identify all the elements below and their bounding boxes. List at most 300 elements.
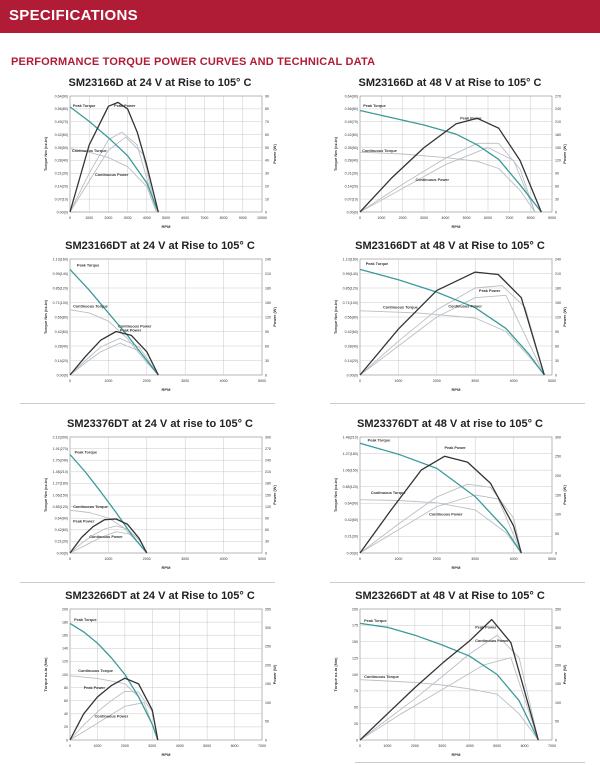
y-tick-label: 1.13(160) (342, 257, 358, 262)
y-tick-label: 50 (354, 705, 358, 710)
chart-sm23376dt-48v (330, 418, 570, 573)
chart-sm23266dt-48v (330, 590, 570, 760)
y2-tick-label: 50 (265, 145, 269, 150)
chart-sm23166d-24v (40, 77, 280, 232)
y-tick-label: 120 (62, 659, 68, 664)
chart-plot (330, 92, 570, 232)
divider (330, 582, 585, 583)
y2-tick-label: 100 (555, 700, 561, 705)
y-tick-label: 0.49(70) (54, 120, 68, 125)
divider (20, 582, 275, 583)
curve-label: Continuous Torque (362, 149, 397, 154)
curve-label: Peak Power (119, 328, 142, 333)
y-tick-label: 0.85(120) (342, 485, 358, 490)
y-tick-label: 0.42(60) (344, 518, 358, 523)
x-tick-label: 3000 (123, 216, 132, 220)
y2-tick-label: 150 (555, 493, 561, 498)
x-tick-label: 3000 (438, 744, 447, 748)
y2-tick-label: 210 (265, 271, 271, 276)
chart-plot (330, 433, 570, 573)
y-tick-label: 0.14(20) (344, 358, 358, 363)
y2-tick-label: 210 (265, 470, 271, 475)
y2-tick-label: 300 (555, 435, 561, 440)
y-tick-label: 0.42(60) (54, 528, 68, 533)
y-tick-label: 0.42(60) (344, 329, 358, 334)
y-tick-label: 1.06(150) (342, 468, 358, 473)
y2-tick-label: 180 (265, 481, 271, 486)
y-tick-label: 175 (352, 623, 358, 628)
y-tick-label: 180 (62, 620, 68, 625)
x-axis-label: RPM (451, 387, 461, 392)
x-tick-label: 7000 (505, 216, 514, 220)
y2-tick-label: 250 (555, 454, 561, 459)
y2-tick-label: 150 (555, 682, 561, 687)
chart-sm23166d-48v (330, 77, 570, 232)
x-tick-label: 4000 (175, 744, 184, 748)
y2-tick-label: 10 (265, 197, 269, 202)
y2-tick-label: 250 (265, 644, 271, 649)
y2-tick-label: 150 (555, 145, 561, 150)
y2-tick-label: 250 (555, 644, 561, 649)
curve-label: Peak Power (460, 116, 482, 121)
y-tick-label: 160 (62, 633, 68, 638)
y-tick-label: 0.99(140) (342, 271, 358, 276)
y2-tick-label: 90 (265, 329, 269, 334)
y2-tick-label: 90 (555, 171, 559, 176)
y2-tick-label: 210 (555, 120, 561, 125)
y2-tick-label: 100 (555, 512, 561, 517)
y2-tick-label: 80 (265, 107, 269, 112)
y-tick-label: 0.35(50) (54, 145, 68, 150)
y-tick-label: 0.42(60) (344, 132, 358, 137)
peak-power-curve (360, 620, 538, 741)
curve-label: Peak Power (73, 519, 95, 524)
y-tick-label: 0.71(100) (52, 300, 68, 305)
y2-tick-label: 120 (265, 315, 271, 320)
y2-tick-label: 300 (265, 435, 271, 440)
x-tick-label: 4000 (509, 557, 518, 561)
curve-label: Peak Torque (364, 619, 387, 624)
y2-tick-label: 210 (555, 271, 561, 276)
y-tick-label: 0.00(0) (56, 551, 68, 556)
y-axis-label: Torque oz-in (Nm) (43, 657, 48, 692)
y2-tick-label: 180 (555, 286, 561, 291)
curve-label: Continuous Power (118, 324, 152, 329)
y2-tick-label: 300 (555, 626, 561, 631)
y-tick-label: 1.06(150) (52, 493, 68, 498)
curve-label: Peak Torque (367, 438, 391, 443)
x-tick-label: 5000 (162, 216, 170, 220)
x-tick-label: 4000 (142, 216, 151, 220)
x-tick-label: 0 (69, 216, 71, 220)
continuous-torque-curve (360, 680, 538, 740)
x-tick-label: 5000 (462, 216, 471, 220)
y2-tick-label: 150 (265, 682, 271, 687)
continuous-power-curve (70, 338, 158, 375)
y2-tick-label: 180 (265, 286, 271, 291)
y-tick-label: 0.28(40) (344, 344, 358, 349)
chart-title: SM23376DT at 48 V at rise to 105° C (357, 418, 543, 430)
curve-label: Continuous Power (89, 535, 123, 540)
chart-plot (330, 605, 570, 760)
y-axis-label: Torque Nm (oz-in) (43, 300, 48, 334)
chart-plot (40, 433, 280, 573)
divider (355, 762, 585, 763)
y2-tick-label: 0 (555, 210, 557, 215)
y-tick-label: 0.42(60) (54, 132, 68, 137)
x-tick-label: 2000 (104, 216, 113, 220)
y2-tick-label: 0 (555, 373, 557, 378)
x-tick-label: 0 (359, 744, 361, 748)
x-axis-label: RPM (161, 224, 171, 229)
x-axis-label: RPM (451, 565, 461, 570)
y2-tick-label: 150 (555, 300, 561, 305)
continuous-torque-curve (70, 149, 156, 212)
y2-tick-label: 50 (555, 531, 559, 536)
x-tick-label: 3000 (181, 379, 190, 383)
y2-tick-label: 150 (265, 300, 271, 305)
chart-title: SM23166D at 48 V at Rise to 105° C (358, 77, 542, 89)
y2-tick-label: 60 (265, 132, 269, 137)
y2-axis-label: Power (W) (562, 485, 567, 505)
y-tick-label: 0.14(20) (54, 358, 68, 363)
y2-axis-label: Power (W) (272, 485, 277, 505)
y-tick-label: 0.64(90) (54, 516, 68, 521)
y-tick-label: 0.64(90) (344, 501, 358, 506)
curve-label: Peak Torque (76, 263, 100, 268)
x-axis-label: RPM (451, 224, 461, 229)
divider (330, 403, 585, 404)
y-tick-label: 2.12(300) (52, 435, 68, 440)
continuous-power-curve (360, 635, 538, 740)
x-tick-label: 3000 (148, 744, 157, 748)
x-tick-label: 4000 (219, 379, 228, 383)
y-tick-label: 0.85(120) (52, 504, 68, 509)
x-tick-label: 4000 (219, 557, 228, 561)
y-tick-label: 1.91(270) (52, 446, 68, 451)
curve-label: Continuous Torque (78, 668, 113, 673)
y2-tick-label: 0 (555, 551, 557, 556)
y2-tick-label: 200 (555, 473, 561, 478)
curve-label: Peak Power (475, 625, 497, 630)
x-tick-label: 6000 (230, 744, 239, 748)
y-axis-label: Torque Nm (oz-in) (333, 478, 338, 512)
chart-sm23376dt-24v (40, 418, 280, 573)
x-tick-label: 2000 (432, 557, 441, 561)
chart-plot (330, 255, 570, 395)
x-tick-label: 2000 (398, 216, 407, 220)
y-tick-label: 125 (352, 656, 358, 661)
y-tick-label: 0.56(80) (344, 315, 358, 320)
y2-tick-label: 20 (265, 184, 269, 189)
y2-tick-label: 200 (265, 663, 271, 668)
y-tick-label: 0.07(10) (54, 197, 68, 202)
x-tick-label: 6000 (520, 744, 529, 748)
chart-title: SM23166D at 24 V at Rise to 105° C (68, 77, 252, 89)
y-tick-label: 0.21(30) (344, 171, 358, 176)
y2-tick-label: 150 (265, 493, 271, 498)
chart-title: SM23166DT at 48 V at Rise to 105° C (355, 240, 545, 252)
curve-label: Peak Torque (74, 450, 98, 455)
x-tick-label: 2000 (142, 379, 151, 383)
y2-tick-label: 50 (265, 719, 269, 724)
chart-sm23166dt-24v (40, 240, 280, 395)
y2-tick-label: 0 (265, 738, 267, 743)
y-tick-label: 0.28(40) (54, 158, 68, 163)
reference-curve (360, 658, 538, 740)
curve-label: Continuous Power (94, 172, 129, 177)
y-tick-label: 100 (62, 672, 68, 677)
y2-tick-label: 240 (555, 107, 561, 112)
peak-power-curve (360, 272, 544, 375)
y2-tick-label: 270 (555, 94, 561, 99)
y-tick-label: 0.00(0) (56, 373, 68, 378)
y-tick-label: 25 (354, 721, 358, 726)
y-tick-label: 0.00(0) (346, 373, 358, 378)
chart-title: SM23266DT at 48 V at Rise to 105° C (355, 590, 545, 602)
x-tick-label: 1000 (93, 744, 102, 748)
y2-tick-label: 120 (555, 315, 561, 320)
y-tick-label: 0.28(40) (54, 344, 68, 349)
x-tick-label: 0 (359, 216, 361, 220)
y-tick-label: 0.85(120) (342, 286, 358, 291)
y2-tick-label: 120 (265, 504, 271, 509)
y-tick-label: 75 (354, 689, 358, 694)
x-tick-label: 7000 (548, 744, 556, 748)
y2-tick-label: 100 (265, 700, 271, 705)
y2-tick-label: 60 (265, 344, 269, 349)
curve-label: Peak Torque (363, 103, 386, 108)
y2-axis-label: Power (W) (562, 144, 567, 164)
curve-label: Continuous Power (429, 512, 463, 517)
y2-axis-label: Power (W) (562, 664, 567, 685)
x-tick-label: 5000 (548, 557, 556, 561)
y2-tick-label: 30 (265, 358, 269, 363)
y2-tick-label: 30 (555, 197, 559, 202)
y-tick-label: 0.64(90) (54, 94, 68, 99)
curve-label: Peak Torque (365, 262, 389, 267)
x-tick-label: 5000 (203, 744, 212, 748)
y-tick-label: 0.21(30) (54, 539, 68, 544)
y-tick-label: 0.42(60) (54, 329, 68, 334)
y-tick-label: 140 (62, 646, 68, 651)
y-tick-label: 1.27(180) (52, 481, 68, 486)
x-tick-label: 6000 (181, 216, 190, 220)
x-tick-label: 0 (69, 744, 71, 748)
x-tick-label: 3000 (420, 216, 428, 220)
y-tick-label: 0.49(70) (344, 120, 358, 125)
curve-label: Peak Power (83, 685, 106, 690)
y2-tick-label: 0 (265, 551, 267, 556)
y2-tick-label: 240 (555, 257, 561, 262)
x-tick-label: 8000 (219, 216, 228, 220)
y-axis-label: Torque Nm (oz-in) (43, 137, 48, 171)
y-tick-label: 200 (62, 607, 68, 612)
x-tick-label: 7000 (200, 216, 209, 220)
y-axis-label: Torque Nm (oz-in) (333, 137, 338, 171)
y2-tick-label: 180 (555, 132, 561, 137)
y-tick-label: 0 (66, 738, 68, 743)
y-axis-label: Torque Nm (oz-in) (43, 478, 48, 512)
y-tick-label: 1.13(160) (52, 257, 68, 262)
x-tick-label: 0 (69, 379, 71, 383)
x-tick-label: 2000 (120, 744, 129, 748)
y2-axis-label: Power (W) (272, 664, 277, 685)
x-tick-label: 3000 (471, 557, 480, 561)
x-tick-label: 1000 (377, 216, 386, 220)
section-header (0, 0, 600, 33)
curve-label: Peak Power (479, 289, 501, 294)
peak-torque-curve (360, 269, 544, 375)
curve-label: Peak Torque (72, 103, 96, 108)
x-tick-label: 1000 (104, 557, 113, 561)
x-tick-label: 4000 (465, 744, 474, 748)
y-tick-label: 1.48(210) (342, 435, 358, 440)
y-tick-label: 0.00(0) (346, 551, 358, 556)
x-tick-label: 1000 (85, 216, 94, 220)
x-tick-label: 0 (69, 557, 71, 561)
y2-tick-label: 270 (265, 446, 271, 451)
y-tick-label: 40 (64, 712, 68, 717)
y2-tick-label: 40 (265, 158, 269, 163)
x-tick-label: 7000 (258, 744, 266, 748)
x-tick-label: 1000 (383, 744, 392, 748)
chart-sm23266dt-24v (40, 590, 280, 760)
peak-power-curve (70, 332, 158, 376)
chart-title: SM23376DT at 24 V at rise to 105° C (67, 418, 253, 430)
y-tick-label: 100 (352, 672, 358, 677)
x-tick-label: 1000 (394, 379, 403, 383)
y2-tick-label: 240 (265, 458, 271, 463)
x-tick-label: 10000 (257, 216, 267, 220)
y-tick-label: 1.27(180) (342, 451, 358, 456)
y-tick-label: 80 (64, 685, 68, 690)
x-tick-label: 2000 (410, 744, 419, 748)
x-tick-label: 4000 (441, 216, 450, 220)
x-tick-label: 3000 (181, 557, 190, 561)
x-tick-label: 0 (359, 379, 361, 383)
y-axis-label: Torque Nm (oz-in) (333, 300, 338, 334)
x-tick-label: 8000 (526, 216, 535, 220)
peak-power-curve (70, 102, 158, 212)
x-tick-label: 5000 (493, 744, 502, 748)
divider (20, 403, 275, 404)
y2-tick-label: 200 (555, 663, 561, 668)
y-tick-label: 0.00(0) (346, 210, 358, 215)
curve-label: Continuous Torque (71, 149, 107, 154)
y-tick-label: 0.71(100) (342, 300, 358, 305)
y-tick-label: 0.56(80) (344, 107, 358, 112)
y-tick-label: 0.56(80) (54, 107, 68, 112)
x-axis-label: RPM (161, 752, 171, 757)
x-axis-label: RPM (451, 752, 461, 757)
section-title: SPECIFICATIONS (9, 7, 138, 24)
y-tick-label: 0.21(30) (54, 171, 68, 176)
curve-label: Continuous Power (94, 714, 129, 719)
y2-tick-label: 90 (265, 94, 269, 99)
curve-label: Continuous Torque (370, 491, 406, 496)
x-tick-label: 5000 (258, 557, 266, 561)
chart-plot (40, 605, 280, 760)
chart-plot (40, 255, 280, 395)
y-tick-label: 0.85(120) (52, 286, 68, 291)
y-tick-label: 150 (352, 640, 358, 645)
chart-sm23166dt-48v (330, 240, 570, 395)
y2-tick-label: 60 (265, 528, 269, 533)
curve-label: Peak Torque (74, 617, 97, 622)
y-tick-label: 0.35(50) (344, 145, 358, 150)
y-tick-label: 200 (352, 607, 358, 612)
x-tick-label: 4000 (509, 379, 518, 383)
chart-title: SM23166DT at 24 V at Rise to 105° C (65, 240, 255, 252)
y2-tick-label: 300 (265, 626, 271, 631)
curve-label: Continuous Power (415, 178, 450, 183)
y2-axis-label: Power (W) (562, 307, 567, 327)
x-axis-label: RPM (161, 565, 171, 570)
chart-title: SM23266DT at 24 V at Rise to 105° C (65, 590, 255, 602)
curve-label: Continuous Torque (383, 305, 418, 310)
y2-tick-label: 350 (555, 607, 561, 612)
y-tick-label: 60 (64, 699, 68, 703)
y2-axis-label: Power (W) (272, 144, 277, 164)
x-tick-label: 9000 (548, 216, 556, 220)
y-tick-label: 0.14(20) (54, 184, 68, 189)
y-tick-label: 0.28(40) (344, 158, 358, 163)
x-tick-label: 5000 (548, 379, 556, 383)
y-tick-label: 0.21(30) (344, 534, 358, 539)
x-axis-label: RPM (161, 387, 171, 392)
curve-label: Peak Power (114, 103, 136, 108)
y-tick-label: 0.56(80) (54, 315, 68, 320)
curve-label: Continuous Torque (73, 505, 108, 510)
y-tick-label: 0 (356, 738, 358, 743)
continuous-torque-curve (360, 500, 521, 553)
x-tick-label: 0 (359, 557, 361, 561)
x-tick-label: 3000 (471, 379, 480, 383)
curve-label: Peak Power (444, 445, 466, 450)
y2-tick-label: 90 (265, 516, 269, 521)
y2-tick-label: 0 (265, 210, 267, 215)
y-tick-label: 20 (64, 725, 68, 730)
y2-tick-label: 60 (555, 344, 559, 349)
x-tick-label: 5000 (258, 379, 266, 383)
y2-tick-label: 350 (265, 607, 271, 612)
y2-tick-label: 0 (555, 738, 557, 743)
y-tick-label: 0.07(10) (344, 197, 358, 202)
y2-tick-label: 90 (555, 329, 559, 334)
y2-axis-label: Power (W) (272, 307, 277, 327)
y-tick-label: 0.00(0) (56, 210, 68, 215)
y2-tick-label: 0 (265, 373, 267, 378)
y2-tick-label: 70 (265, 120, 269, 125)
y2-tick-label: 60 (555, 184, 559, 189)
x-tick-label: 9000 (238, 216, 247, 220)
x-tick-label: 1000 (394, 557, 403, 561)
curve-label: Continuous Torque (364, 674, 399, 679)
y-tick-label: 1.70(240) (52, 458, 68, 463)
chart-plot (40, 92, 280, 232)
x-tick-label: 1000 (104, 379, 113, 383)
y2-tick-label: 30 (265, 171, 269, 176)
y2-tick-label: 30 (265, 539, 269, 544)
y-tick-label: 0.99(140) (52, 271, 68, 276)
y2-tick-label: 50 (555, 719, 559, 724)
y2-tick-label: 120 (555, 158, 561, 163)
y2-tick-label: 240 (265, 257, 271, 262)
y2-tick-label: 30 (555, 358, 559, 363)
y-tick-label: 0.64(90) (344, 94, 358, 99)
x-tick-label: 6000 (484, 216, 492, 220)
